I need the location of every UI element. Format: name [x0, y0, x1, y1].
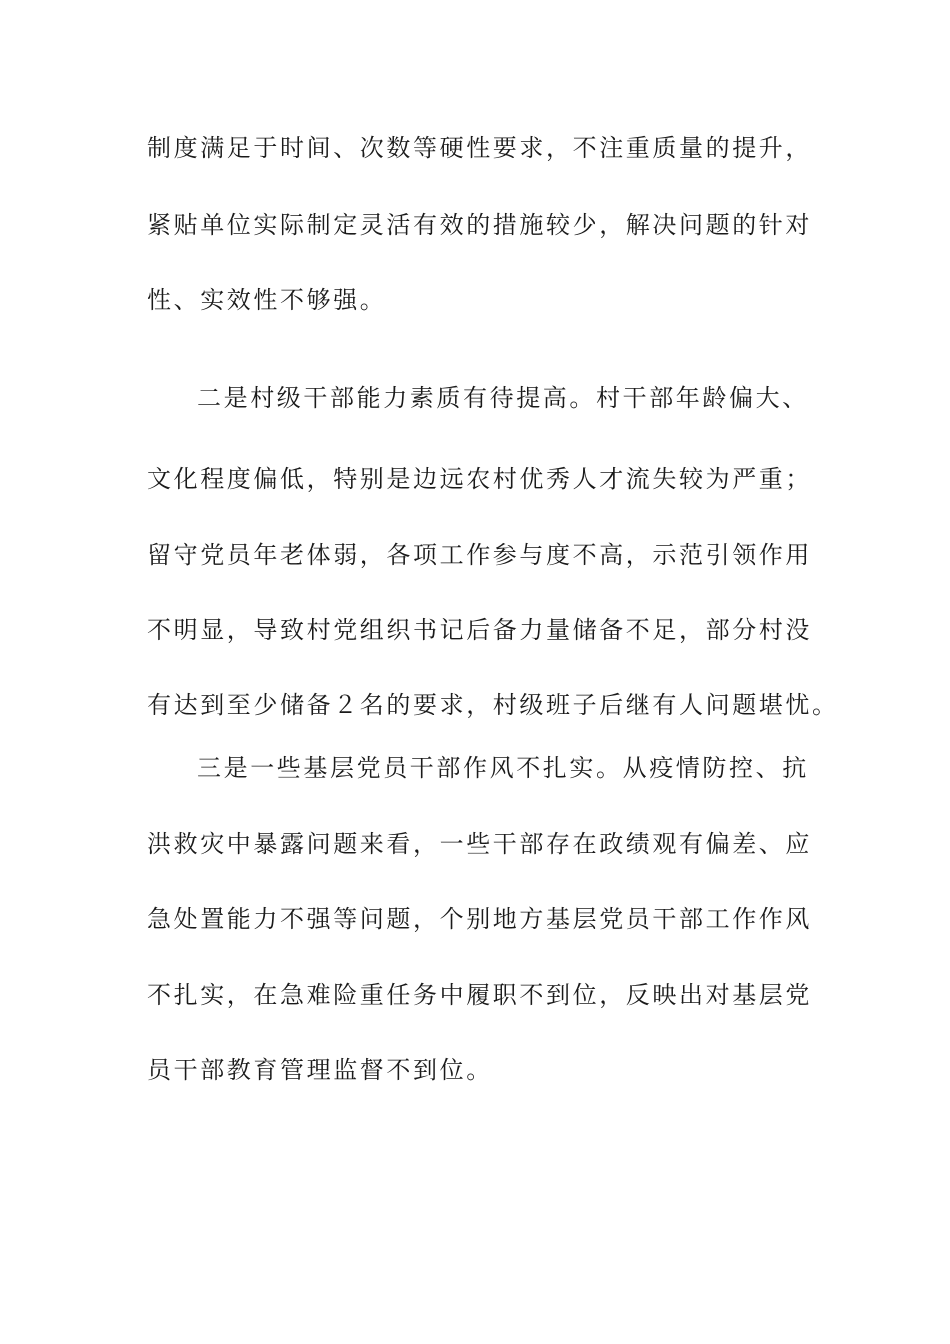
text-line: 文化程度偏低，特别是边远农村优秀人才流失较为严重；: [147, 465, 812, 493]
text-line: 不明显，导致村党组织书记后备力量储备不足，部分村没: [147, 616, 812, 644]
text-line: 不扎实，在急难险重任务中履职不到位，反映出对基层党: [147, 981, 812, 1009]
text-line: 制度满足于时间、次数等硬性要求，不注重质量的提升，: [147, 134, 812, 162]
text-line: 三是一些基层党员干部作风不扎实。从疫情防控、抗: [197, 754, 809, 782]
text-line: 留守党员年老体弱，各项工作参与度不高，示范引领作用: [147, 541, 812, 569]
text-line: 急处置能力不强等问题，个别地方基层党员干部工作作风: [147, 905, 812, 933]
text-line: 紧贴单位实际制定灵活有效的措施较少，解决问题的针对: [147, 211, 812, 239]
text-line: 洪救灾中暴露问题来看，一些干部存在政绩观有偏差、应: [147, 830, 812, 858]
text-line: 二是村级干部能力素质有待提高。村干部年龄偏大、: [197, 384, 809, 412]
text-line: 性、实效性不够强。: [147, 286, 387, 314]
text-line: 员干部教育管理监督不到位。: [147, 1056, 493, 1084]
text-line: 有达到至少储备２名的要求，村级班子后继有人问题堪忧。: [147, 691, 839, 719]
